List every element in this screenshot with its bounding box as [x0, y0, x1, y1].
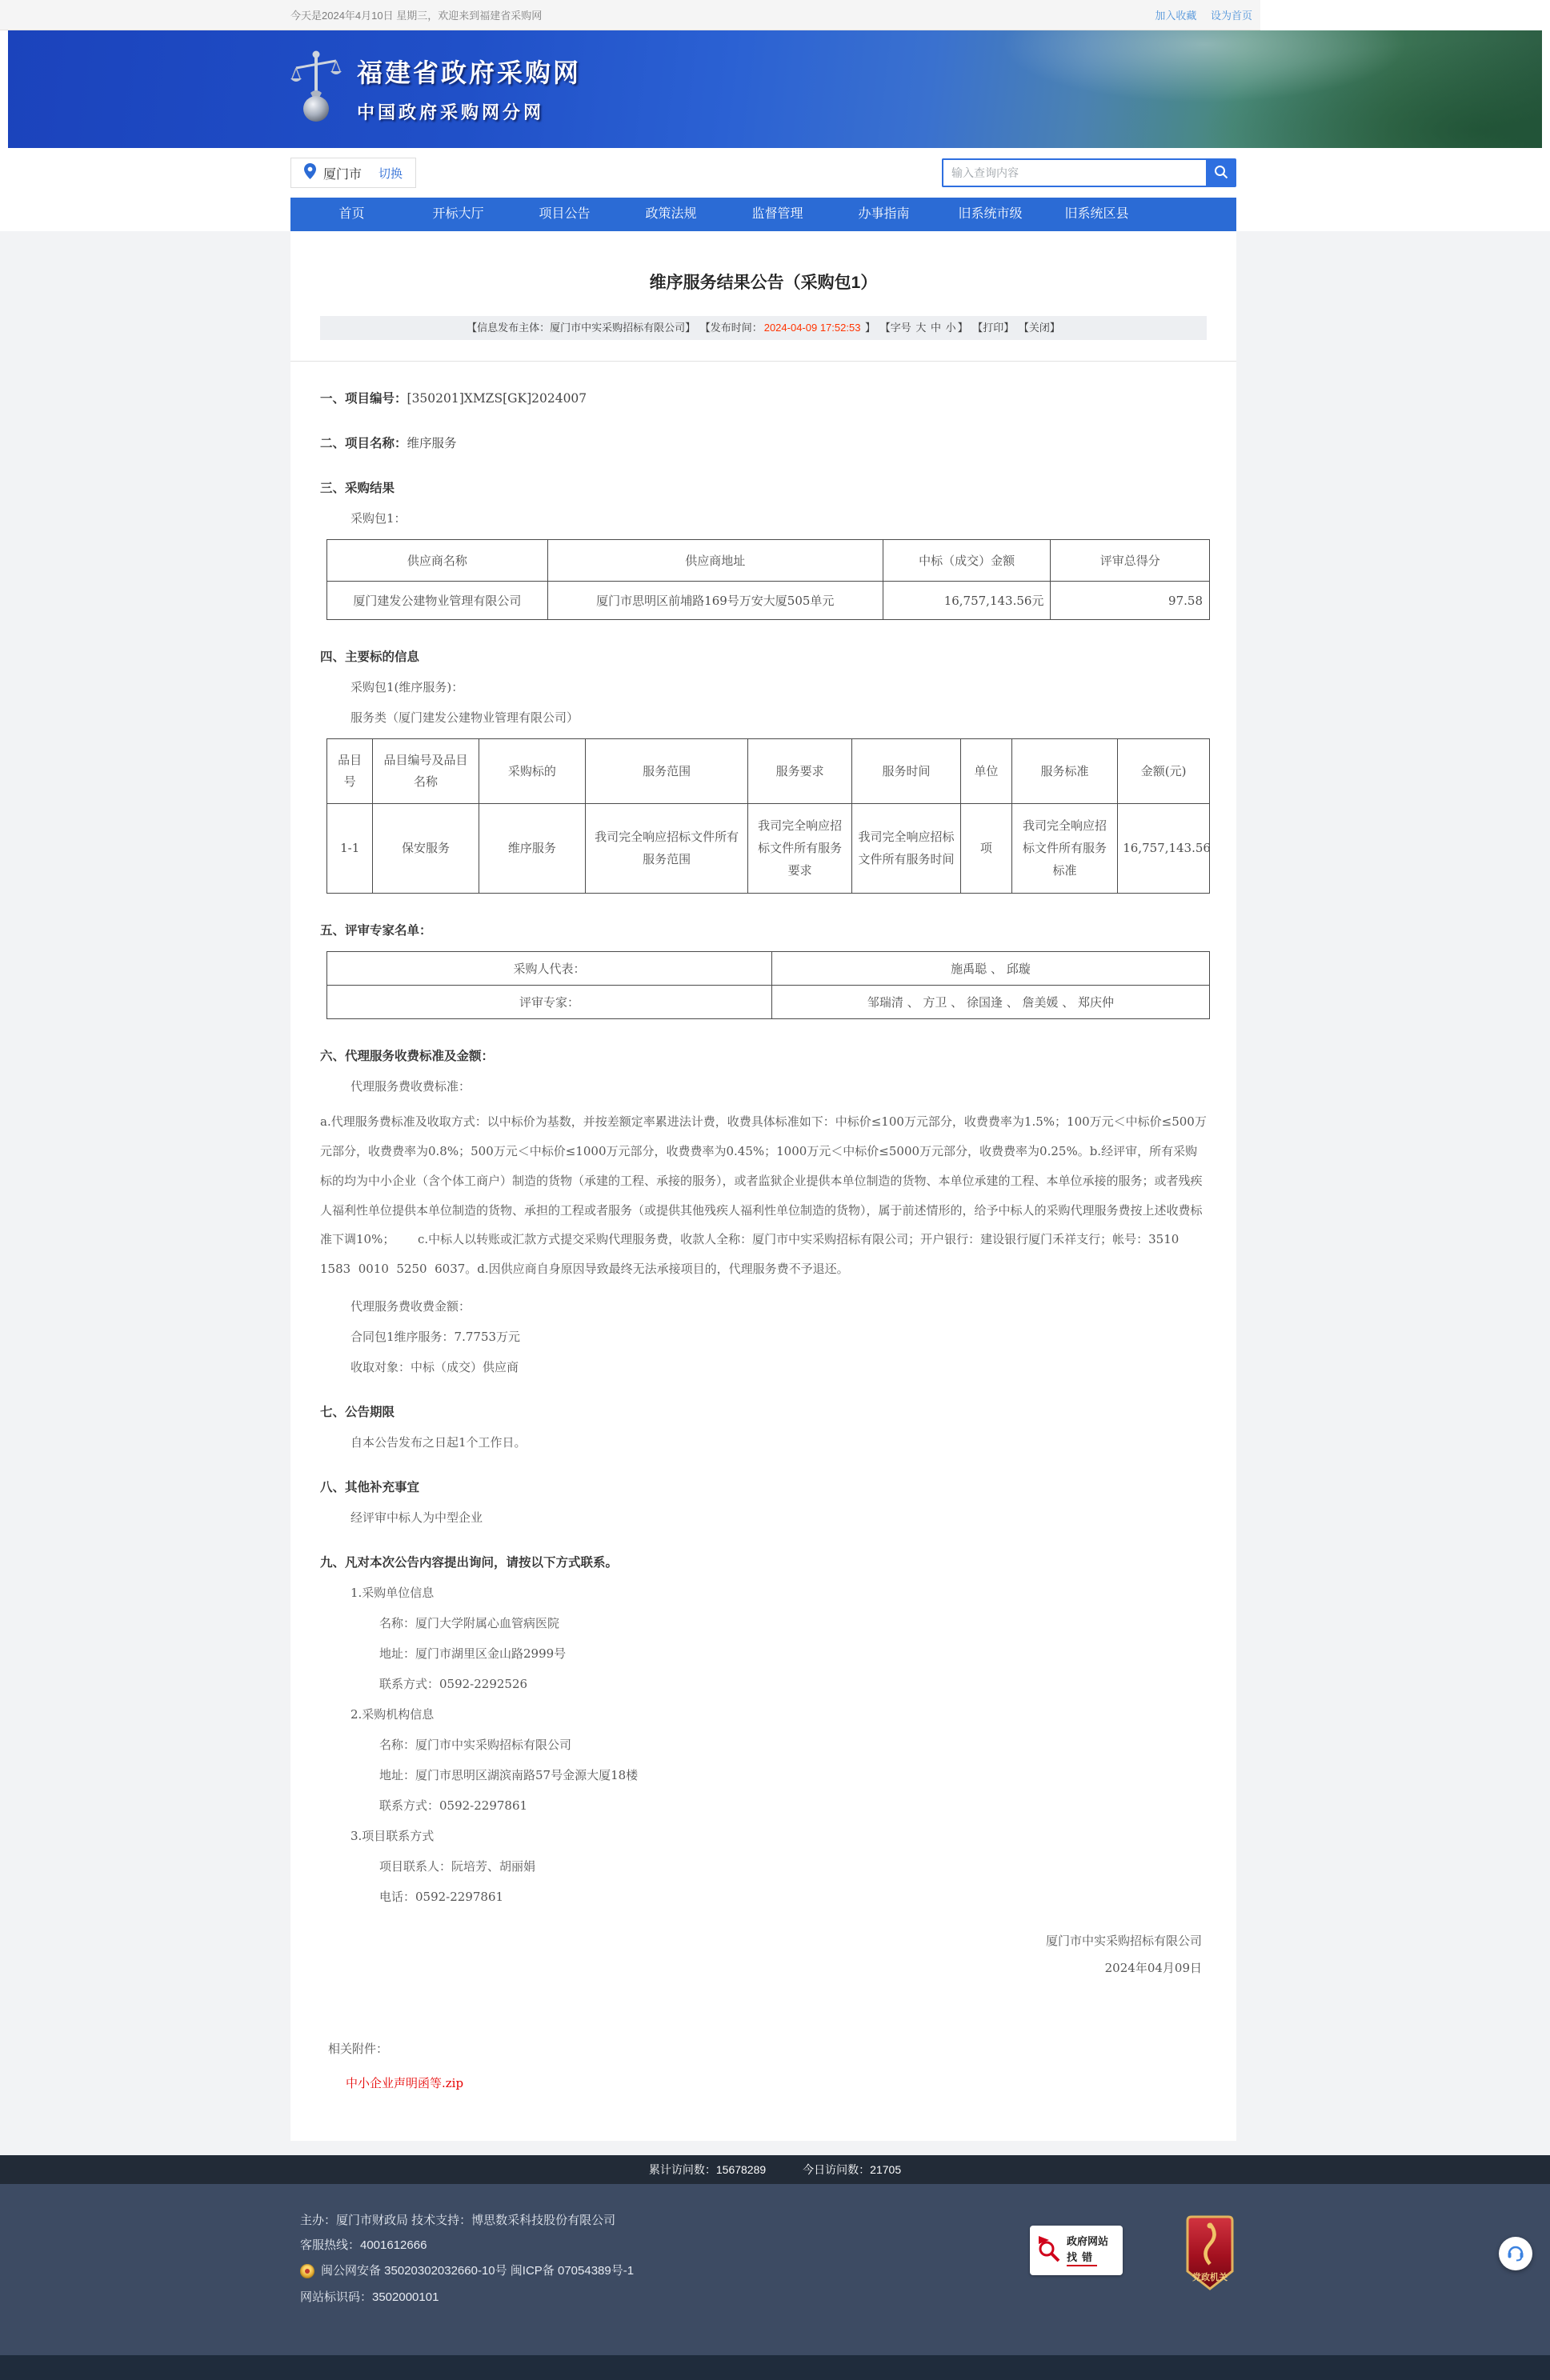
procurement-target-cell: 维序服务 — [479, 804, 585, 894]
search-box — [942, 158, 1236, 187]
footer-text-block — [0, 2184, 1550, 2303]
visit-stats-bar — [0, 2155, 1550, 2184]
agency-info-title: 2.采购机构信息 — [350, 1706, 435, 1722]
toolbar-row — [290, 148, 1236, 198]
floating-service-button[interactable] — [1499, 2237, 1532, 2270]
item-table-row — [327, 804, 1210, 894]
project-name: 维序服务 — [407, 436, 457, 450]
publish-time-suffix: 】 — [862, 322, 876, 334]
service-standard-cell: 我司完全响应招标文件所有服务标准 — [1011, 804, 1117, 894]
font-size-medium-button[interactable]: 中 — [930, 322, 941, 334]
section-8-heading: 八、其他补充事宜 — [320, 1478, 420, 1494]
section-5-heading: 五、评审专家名单： — [320, 922, 432, 938]
project-contact-title: 3.项目联系方式 — [350, 1828, 435, 1843]
scales-logo-icon — [290, 46, 342, 130]
site-title: 福建省政府采购网 — [357, 58, 582, 87]
item-no-cell: 1-1 — [327, 804, 373, 894]
today-visits: 今日访问数：21705 — [803, 2162, 902, 2176]
search-button[interactable] — [1206, 158, 1236, 187]
bottom-strip — [0, 2355, 1550, 2380]
supplier-table-header-row — [327, 540, 1210, 582]
page-background — [0, 231, 1550, 2155]
service-scope-header: 服务范围 — [586, 739, 748, 804]
project-contact-person: 项目联系人：阮培芳、胡丽娟 — [379, 1858, 536, 1874]
score-cell: 97.58 — [1051, 582, 1210, 620]
section-9-heading: 九、凡对本次公告内容提出询问，请按以下方式联系。 — [320, 1554, 619, 1570]
publish-time: 2024-04-09 17:52:53 — [763, 322, 861, 334]
section-2-label: 二、项目名称： — [320, 435, 407, 450]
service-requirement-header: 服务要求 — [748, 739, 852, 804]
nav-item-legacy-district[interactable]: 旧系统区县 — [1064, 207, 1129, 221]
page-title: 维序服务结果公告（采购包1） — [649, 274, 878, 292]
review-experts-names: 邹瑞清 、 方卫 、 徐国逢 、 詹美媛 、 郑庆仲 — [771, 986, 1209, 1019]
search-icon — [1214, 165, 1228, 182]
brand-text — [357, 53, 581, 124]
topbar — [0, 0, 1550, 30]
supplier-name-cell: 厦门建发公建物业管理有限公司 — [327, 582, 548, 620]
section-4-heading: 四、主要标的信息 — [320, 649, 420, 664]
error-badge-line2: 找错 — [1067, 2250, 1097, 2267]
footer-hotline-line: 客服热线：4001612666 — [300, 2238, 427, 2252]
site-header-banner — [8, 30, 1542, 148]
page-footer — [0, 2184, 1550, 2355]
site-error-badge[interactable] — [1030, 2226, 1123, 2275]
supplier-table — [326, 539, 1210, 620]
footer-host-line: 主办：厦门市财政局 技术支持：博思数采科技股份有限公司 — [300, 2213, 616, 2227]
project-number: [350201]XMZS[GK]2024007 — [407, 391, 587, 406]
city-label: 厦门市 — [323, 167, 362, 182]
search-input[interactable] — [942, 158, 1206, 187]
police-badge-icon — [300, 2264, 314, 2278]
agency-fee-standard-label: 代理服务费收费标准： — [350, 1079, 471, 1094]
item-table-header-row — [327, 739, 1210, 804]
item-table — [326, 738, 1210, 894]
main-nav — [290, 198, 1236, 231]
score-header: 评审总得分 — [1051, 540, 1210, 582]
error-badge-line1: 政府网站 — [1067, 2235, 1109, 2248]
print-button[interactable]: 【打印】 — [972, 322, 1015, 334]
project-contact-phone: 电话：0592-2297861 — [379, 1889, 504, 1904]
customer-service-icon — [1506, 2242, 1525, 2265]
supplement-note: 经评审中标人为中型企业 — [350, 1510, 483, 1525]
close-button[interactable]: 【关闭】 — [1018, 322, 1060, 334]
city-switch-link[interactable]: 切换 — [378, 166, 403, 181]
section-1-label: 一、项目编号： — [320, 390, 407, 406]
topbar-links — [1143, 7, 1252, 22]
nav-item-service-guide[interactable]: 办事指南 — [858, 207, 910, 221]
footer-icp-text: 闽公网安备 35020302032660-10号 闽ICP备 07054389号-1 — [321, 2264, 635, 2278]
signoff-company: 厦门市中实采购招标有限公司 — [1045, 1933, 1202, 1948]
header-divider — [290, 361, 1236, 362]
announcement-card — [290, 231, 1236, 2141]
magnifier-flag-icon — [1036, 2235, 1062, 2266]
review-experts-label: 评审专家： — [327, 986, 772, 1019]
service-time-cell: 我司完全响应招标文件所有服务时间 — [852, 804, 961, 894]
contract-package-fee: 合同包1维序服务：7.7753万元 — [350, 1329, 521, 1344]
font-size-suffix: 】 — [957, 322, 968, 334]
welcome-text: 今天是2024年4月10日 星期三，欢迎来到福建省采购网 — [290, 10, 543, 22]
agency-name: 名称：厦门市中实采购招标有限公司 — [379, 1737, 572, 1752]
item-code-header: 品目编号及品目名称 — [373, 739, 479, 804]
item-code-cell: 保安服务 — [373, 804, 479, 894]
party-badge-label: 党政机关 — [1192, 2272, 1228, 2282]
nav-item-bid-hall[interactable]: 开标大厅 — [432, 207, 484, 221]
font-size-small-button[interactable]: 小 — [945, 322, 956, 334]
procurement-target-header: 采购标的 — [479, 739, 585, 804]
add-favorite-link[interactable]: 加入收藏 — [1155, 10, 1197, 22]
section-7-heading: 七、公告期限 — [320, 1403, 395, 1419]
service-class-line: 服务类（厦门建发公建物业管理有限公司） — [350, 710, 579, 725]
service-requirement-cell: 我司完全响应招标文件所有服务要求 — [748, 804, 852, 894]
meta-bar — [320, 316, 1207, 340]
supplier-address-cell: 厦门市思明区前埔路169号万安大厦505单元 — [547, 582, 883, 620]
supplier-address-header: 供应商地址 — [547, 540, 883, 582]
expert-table — [326, 951, 1210, 1019]
supplier-name-header: 供应商名称 — [327, 540, 548, 582]
location-selector — [290, 158, 416, 188]
package-label: 采购包1： — [350, 511, 407, 526]
buyer-representatives-label: 采购人代表： — [327, 952, 772, 986]
publish-time-prefix: 【发布时间： — [699, 322, 763, 334]
agency-fee-amount-label: 代理服务费收费金额： — [350, 1298, 471, 1314]
buyer-phone: 联系方式：0592-2292526 — [379, 1676, 528, 1691]
site-subtitle: 中国政府采购网分网 — [357, 102, 545, 122]
buyer-info-title: 1.采购单位信息 — [350, 1585, 435, 1600]
location-pin-icon — [304, 163, 316, 183]
section-6-heading: 六、代理服务收费标准及金额： — [320, 1048, 495, 1064]
award-amount-header: 中标（成交）金额 — [883, 540, 1051, 582]
package-subtitle: 采购包1(维序服务)： — [350, 680, 464, 694]
service-standard-header: 服务标准 — [1011, 739, 1117, 804]
buyer-address: 地址：厦门市湖里区金山路2999号 — [379, 1646, 567, 1661]
section-3-heading: 三、采购结果 — [320, 480, 395, 495]
set-homepage-link[interactable]: 设为首页 — [1210, 10, 1252, 22]
footer-icp-line — [300, 2264, 1550, 2278]
service-scope-cell: 我司完全响应招标文件所有服务范围 — [586, 804, 748, 894]
buyer-name: 名称：厦门大学附属心血管病医院 — [379, 1615, 560, 1630]
fee-payer: 收取对象：中标（成交）供应商 — [350, 1359, 519, 1374]
supplier-table-row — [327, 582, 1210, 620]
amount-header: 金额(元) — [1118, 739, 1210, 804]
buyer-representatives-row — [327, 952, 1210, 986]
agency-phone: 联系方式：0592-2297861 — [379, 1798, 528, 1813]
award-amount-cell: 16,757,143.56元 — [883, 582, 1051, 620]
review-experts-row — [327, 986, 1210, 1019]
font-size-label: 【字号 — [879, 322, 911, 334]
nav-item-policies[interactable]: 政策法规 — [645, 207, 697, 221]
attachment-link[interactable]: 中小企业声明函等.zip — [346, 2075, 464, 2090]
buyer-representatives-names: 施禹聪 、 邱璇 — [771, 952, 1209, 986]
footer-site-code-line: 网站标识码：3502000101 — [300, 2290, 439, 2304]
error-badge-text — [1067, 2234, 1108, 2266]
agency-fee-paragraph: a.代理服务费标准及收取方式：以中标价为基数，并按差额定率累进法计费，收费具体标准如下：中标价≤100万元部分，收费费率为1.5%；100万元＜中标价≤500万元部分，收费费率为0.8%；500万元＜中标价≤1000万元部分，收费费率为0.45%；1000万元＜中标价≤5000万元部分，收费费率为0.25%。b.经评审，所有采购标的均为中小企业（含个体工商户）制造的货物（承建的工程、承接的服务），或者监狱企业提供本单位制造的货物、本单位承建的工程、本单位承接的服务；或者残疾人福利性单位提供本单位制造的货物、承担的工程或者服务（或提供其他残疾人福利性单位制造的货物），属于前述情形的，给予中标人的采购代理服务费按上述收费标准下调10%； c.中标人以转账或汇款方式提交采购代理服务费，收款人全称：厦门市中实采购招标有限公司；开户银行：建设银行厦门禾祥支行；帐号：3510 1583 0010 5250 6037。d.因供应商自身原因导致最终无法承接项目的，代理服务费不予退还。 — [320, 1114, 1207, 1276]
nav-item-legacy-city[interactable]: 旧系统市级 — [958, 207, 1023, 221]
announcement-period: 自本公告发布之日起1个工作日。 — [350, 1434, 527, 1450]
attachments-label: 相关附件： — [328, 2042, 389, 2056]
font-size-large-button[interactable]: 大 — [915, 322, 927, 334]
topbar-strip — [0, 0, 1260, 30]
section-2-heading — [320, 434, 1207, 451]
service-time-header: 服务时间 — [852, 739, 961, 804]
unit-header: 单位 — [960, 739, 1011, 804]
unit-cell: 项 — [960, 804, 1011, 894]
section-1-heading — [320, 389, 1207, 406]
signoff-date: 2024年04月09日 — [1104, 1961, 1202, 1976]
nav-item-supervision[interactable]: 监督管理 — [751, 207, 803, 221]
total-visits: 累计访问数：15678289 — [648, 2162, 767, 2176]
agency-address: 地址：厦门市思明区湖滨南路57号金源大厦18楼 — [379, 1767, 639, 1782]
nav-item-home[interactable]: 首页 — [338, 207, 365, 221]
site-brand — [290, 46, 581, 130]
amount-cell: 16,757,143.56 — [1118, 804, 1210, 894]
publisher-label: 【信息发布主体：厦门市中实采购招标有限公司】 — [467, 322, 696, 334]
nav-item-project-announcements[interactable]: 项目公告 — [539, 207, 591, 221]
item-no-header: 品目号 — [327, 739, 373, 804]
party-gov-badge[interactable] — [1184, 2214, 1236, 2294]
signoff-block — [320, 1927, 1207, 1982]
